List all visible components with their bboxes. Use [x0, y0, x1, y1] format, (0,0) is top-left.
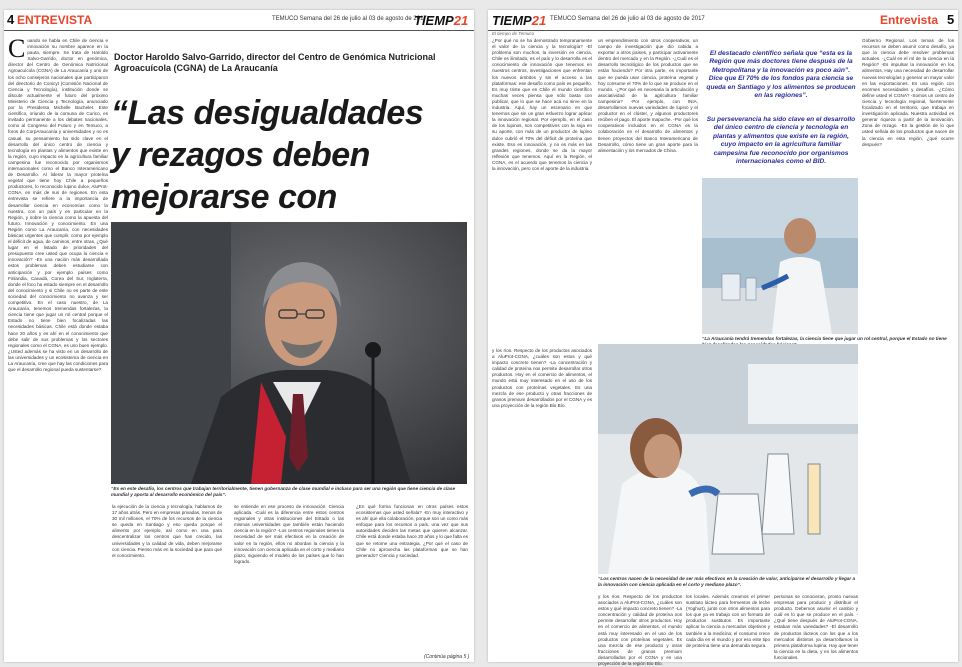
right-header: [488, 10, 958, 31]
continues-note: (Continúa página 5 ): [424, 654, 470, 660]
photo-caption: “Es en este desafío, los centros que trabajan territorialmente, tienen gobernanza de clase mundial e incluso para ser una región que tiene ciencia de clase mundial y aporta al desarrollo económico del país”.: [111, 486, 456, 497]
pull-quote: El destacado científico señala que “esta es la Región que más doctores tiene después de la Metropolitana y la innovación es poco aún”. Dice que El 70% de los fondos para ciencia se queda en Santiago y los alimentos se producen en las regiones”.: [706, 50, 856, 100]
pull-quote: Su perseverancia ha sido clave en el desarrollo del único centro de ciencia y tecnología en plantas y alimentos que existe en la región, cuyo impacto en la agricultura familiar campesina fue reconocido por organismos internacionales como el BID.: [706, 116, 856, 166]
byline: Doctor Haroldo Salvo-Garrido, director del Centro de Genómica Nutricional Agroacuícola (CGNA) de La Araucanía: [114, 52, 436, 73]
logo-accent: 21: [531, 13, 547, 28]
article-column-5: y los ríos. Respecto de los productos asociados a AluProt-CGNA, ¿cuáles son estos y qué impacto concreto tienen? -La concentración y calidad de proteína nos permite desarrollar otros productos. Hoy en el comercio de alimentos, el mundo está muy interesado en el uso de los productos con proteínas vegetales. Es una mezcla de ese producto y otras fracciones de granos premium desarrollados por el CGNA y es una proyección de la región Bio Bío.: [598, 594, 683, 667]
portrait-illustration: [111, 222, 467, 484]
right-page: [488, 10, 958, 667]
newspaper-logo: [492, 13, 546, 28]
headline-line: y rezagos deben: [111, 136, 370, 174]
newspaper-logo: [414, 13, 468, 28]
article-column-1: [8, 34, 108, 658]
lab-photo: [702, 178, 858, 334]
article-column-3: se entiende en ese proceso de innovación. Ciencia aplicada. -Cuál es la diferencia entre estos centros regionales y otras instituciones del Estado o las mismas universidades que también están haciendo ciencia en la región? -Los centros regionales tienen la necesidad de ser más efectivos en la creación de valor en la región, ellos no abordan la ciencia y la innovación con ciencia aplicada en el corto y mediano plazo, siguiendo el modelo de los países que lo han logrado.: [234, 504, 344, 564]
dropcap: C: [8, 34, 26, 63]
lab-illustration-2: [598, 344, 858, 574]
photo-caption: “La Araucanía tendrá tremendas fortalezas, la ciencia tiene que jugar un rol central, porque el Estado no tiene: [702, 336, 947, 341]
publication-date: TEMUCO Semana del 26 de julio al 03 de agosto de 2017: [272, 16, 427, 22]
article-column-6: los locales. Además creamos el primer sustituto lácteo para fermentos de leche (Yoghurt), junto con otros alimentos para los que ya es trabajo con un formato de productos sustitutos. Es importante aplicar la ciencia a mercados objetivos y también a la medicina; el consumo crece cada día en el mundo y por eso este tipo de proteína tiene una demanda segura.: [686, 594, 770, 648]
lab-photo-2: [598, 344, 858, 574]
headline-line: “Las desigualdades: [111, 94, 424, 132]
article-column-4: Gobierno Regional. Los temas de los recursos se deben asumir como desafío, ya que la ciencia debe resolver problemas actuales. -¿Cuál es el rol de la ciencia en la Región? -Es impulsar la innovación en los alimentos. Hay una necesidad de desarrollar nuevas tecnologías y generar un mayor valor en las exportaciones. Es una región con enormes necesidades y desafíos. -¿Cómo define usted el CGNA? -Somos un centro de ciencia y tecnología regional, fuertemente focalizado en el territorio, que trabaja en investigación aplicada. Nuestra actividad es generar riqueza a partir de la innovación. Zona de rezago. -En la gestión de lo que usted señala de los productos que nacen de la ciencia en esta región, ¿qué ocurre después?: [862, 38, 954, 147]
logo-main: TIEMP: [492, 13, 532, 28]
logo-tagline: El tiempo de Temuco: [492, 31, 535, 36]
article-column-2: un emprendimiento con otros cooperativos, un campo de investigación que dio cabida a exportar a otros países, y participar activamente dentro del mercado y en la Región. -¿Cuál es el desarrollo tecnológico de los productos que se están haciendo? Por otra parte, es importante que se pueda usar ciencia, proteína vegetal y hoy consume el 70% de lo que se produce en el mundo. -¿Por qué es necesaria la articulación y asociatividad de la agricultura familiar campesina? -Por ejemplo, con INIA, desarrollamos nuevas variedades de lupino y el productor en el clúster, y algunos productores reciben el pago. El aporte mapuche. -Por qué los cooperativos incluidos en el CGNA es la colaboración en el desarrollo de alimentos y tienen proyectos del Banco Interamericano de Desarrollo, cómo tiene un gran aporte para la alimentación y los mercados de China.: [598, 38, 698, 153]
article-column-2: la ejecución de la ciencia y tecnología, hablamos de 17 años atrás. Pero en empresas privadas, menos de 30 mil millones, el 70% de los recursos de la ciencia se queda en Santiago y eso queda porque el alimento por ejemplo, así como en una para descentralizar los centros que han crecido, las universidades y la calidad de vida, deben mejorarse con ciencia. Pienso más en la sociedad que para qué el conocimiento.: [112, 504, 222, 558]
article-column-8: y los ríos. Respecto de los productos asociados a AluProt-CGNA, ¿cuáles son estos y qué impacto concreto tienen? -La concentración y calidad de proteína nos permite desarrollar otros productos. Hoy en el comercio de alimentos, el mundo está muy interesado en el uso de los productos con proteínas vegetales. Es una mezcla de ese producto y otras fracciones de granos premium desarrollados por el CGNA y es una proyección de la región Bio Bío.: [492, 348, 592, 408]
publication-date: TEMUCO Semana del 26 de julio al 03 de agosto de 2017: [550, 16, 705, 22]
left-header: [4, 10, 474, 31]
article-column-1: ¿Por qué no se ha demostrado tempranamente el valor de la ciencia y la tecnología? -El problema son muchos, la inversión en ciencia, Chile es ilimitado, es el país y lo desarrolla es el conocimiento de innovación que tenemos en nuestros centros, investigaciones que enfrentan los nuevos ámbitos y sin el acceso a las plataformas: ese desafío como país es pequeño. Es muy triste que en Chile el mundo científico muchas veces piensa que sólo basta con publicar, que lo que se hace acá no sirve en la industria. Aquí, hay un escenario en que tenemos que sin un gran esfuerzo lograr aplicar la innovación regional. Por ejemplo, en el caso de los lupinos, son competitivos con la soja en su aporte, con más de un productor de lupino dulce cubrió el 70% del déficit de proteína que existe. Eso es innovación, y no es más en las grandes regiones, donde se da la mayor reflexión que tenemos. Aquí en la Región, el CGNA, es el acuerdo que tenemos la ciencia y la innovación, pero con el aporte de la industria.: [492, 38, 592, 171]
section-label: Entrevista: [880, 13, 939, 27]
page-number: 5: [947, 12, 955, 27]
lab-illustration: [702, 178, 858, 334]
article-column-4: ¿En qué forma funcionan en otros países estos ecosistemas que usted señala? -En muy interactivo y es ahí que ella colaboración, porque son un como más enfoque para los recursos a país, una vez que sus autoridades deciden las metas que quieren alcanzar. Chile está donde estaba hace 20 años y lo que falta es que se retome una estrategia. ¿Por qué el caso de Chile no aprovecha las plataformas que se han generado? Ciencia y sociedad.: [356, 504, 468, 558]
headline-line: mejorarse con: [111, 178, 337, 216]
logo-accent: 21: [453, 13, 469, 28]
column-text: uando se habla en Chile de ciencia e innovación su nombre aparece en la pauta, siempre. Se trata de Haroldo Salvo-Garrido, doctor en genómica, director del Centro de Genómica Nutricional Agroacuícola (CGNA) de La Araucanía y uno de los ocho consejeros nacionales que participaron del directorio de Conicyt (Comisión Nacional de Ciencia y Tecnología), institución donde se discute actualmente el futuro del próximo Ministerio de Ciencia y Tecnología, anunciado por la Presidenta Michelle Bachelet. Este científico, oriundo de la comuna de Curico, es invitado permanente a los debates nacionales, como al Congreso del Futuro y en Temuco, a foros de CorpAraucanía y universidades y no es casual, su pensamiento ha sido clave en el desarrollo del único centro de ciencia y tecnología en plantas y alimentos que existe en la región, cuyo impacto en la agricultura familiar campesina fue reconocido por organismos internacionales como el Banco Interamericano de Desarrollo. Al liderar la mayor proteína vegetal que tiene hoy Chile a pequeños productores, lo reconocido lupino dulce, AluProt-CGNA, en más de sus de regiones. En esta entrevista se refiere a la importancia de desarrollar ciencia en economías como la nuestra, con un país y en particular en la Región, y sobre la ciencia como la apuesta del futuro. Innovación y conocimiento. En una Región como La Araucanía, con necesidades básicas urgentes que cumplir, como por ejemplo el déficit de agua, de caminos, entre otras, ¿Qué lugar en el listado de prioridades del presupuesto cree usted que ocupa la ciencia e innovación? -En una nación más desarrollada estos problemas deben estudiarse con anticipación y por ejemplo países como Finlandia, Canadá, Corea del Sur, Inglaterra, donde el foco ha estado siempre en el desarrollo del conocimiento y si Chile no es parte de este sociedad del conocimiento no avanza y ser competitivo. En el caso nuestro, de La Araucanía, tenemos tremendas fortalezas, la ciencia tiene que jugar un rol central porque el Estado no tiene bien focalizadas las necesidades básicas. Chile está donde estaba hace 20 años y es ahí en el conocimiento que debe salir de sus problemas y los sectores regionales como el CGNA, es uno buen ejemplo. ¿Usted además se ha visto en un desarrollo de las universidades y un ecosistema de ciencia en La Araucanía, cree que hay las condiciones para que el desarrollo regional pueda sustentarse?: [8, 38, 108, 373]
article-column-7: personas se conocieran, pronto nuevas empresas para producir y distribuir el producto. Debemos asumir el cambio y cuál es lo que se produce en el país. -¿Qué tiene después de AluProt-CGNA, estaban más variedades? -El desarrollo de productos lácteos con los que a los mercados distintos ya desarrollamos la primera plataforma lupina. Hay que tener la ciencia en la dieta, y en los alimentos funcionales.: [774, 594, 858, 660]
left-page: [4, 10, 474, 662]
photo-caption: “Los centros nacen de la necesidad de ser más efectivos en la creación de valor, anticiparse el desarrollo y llegar a la innovación con ciencia aplicada en el corto y mediano plazo”.: [598, 576, 856, 587]
portrait-photo: [111, 222, 467, 484]
page-number: 4: [7, 12, 15, 27]
logo-main: TIEMP: [414, 13, 454, 28]
section-label: ENTREVISTA: [17, 13, 93, 27]
